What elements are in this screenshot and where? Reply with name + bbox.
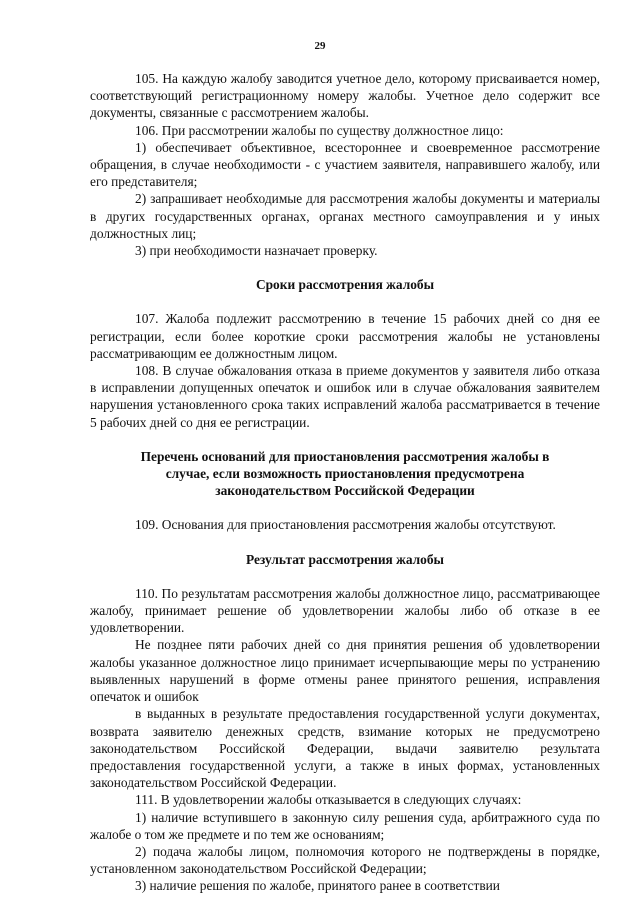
heading-complaint-result: Результат рассмотрения жалобы bbox=[245, 551, 445, 567]
paragraph-110: 110. По результатам рассмотрения жалобы должностное лицо, рассматривающее жалобу, принимает решение об удовлетворении жалобы либо об отказе в ее удовлетворении. bbox=[90, 585, 600, 636]
paragraph-106-item-3: 3) при необходимости назначает проверку. bbox=[135, 243, 378, 259]
paragraph-106-item-1: 1) обеспечивает объективное, всестороннее и своевременное рассмотрение обращения, в случае необходимости - с участием заявителя, направившего жалобу, или его представителя; bbox=[90, 139, 600, 190]
paragraph-109: 109. Основания для приостановления рассмотрения жалобы отсутствуют. bbox=[135, 517, 556, 533]
paragraph-108: 108. В случае обжалования отказа в приеме документов у заявителя либо отказа в исправлении допущенных опечаток и ошибок или в случае обжалования заявителем нарушения установленного срока таких исправлений жалоба рассматривается в течение 5 рабочих дней со дня ее регистрации. bbox=[90, 363, 600, 430]
heading-suspension-grounds: Перечень оснований для приостановления рассмотрения жалобы в случае, если возможность приостановления предусмотрена законодательством Российской Федерации bbox=[140, 448, 550, 499]
paragraph-111-item-3: 3) наличие решения по жалобе, принятого ранее в соответствии bbox=[135, 878, 500, 894]
paragraph-107: 107. Жалоба подлежит рассмотрению в течение 15 рабочих дней со дня ее регистрации, если более короткие сроки рассмотрения жалобы не установлены рассматривающим ее должностным лицом. bbox=[90, 311, 600, 361]
paragraph-106-item-2: 2) запрашивает необходимые для рассмотрения жалобы документы и материалы в других государственных органах, органах местного самоуправления и у иных должностных лиц; bbox=[90, 191, 600, 241]
page-number: 29 bbox=[314, 40, 326, 52]
heading-complaint-terms: Сроки рассмотрения жалобы bbox=[255, 277, 435, 293]
document-body bbox=[90, 70, 600, 895]
paragraph-111-item-2: 2) подача жалобы лицом, полномочия которого не подтверждены в порядке, установленном законодательством Российской Федерации; bbox=[90, 843, 600, 877]
paragraph-105: 105. На каждую жалобу заводится учетное дело, которому присваивается номер, соответствующий регистрационному номеру жалобы. Учетное дело содержит все документы, связанные с рассмотрением жалобы. bbox=[90, 71, 600, 121]
paragraph-106: 106. При рассмотрении жалобы по существу должностное лицо: bbox=[135, 122, 504, 138]
paragraph-110-measures: Не позднее пяти рабочих дней со дня принятия решения об удовлетворении жалобы указанное должностное лицо принимает исчерпывающие меры по устранению выявленных нарушений в форме отмены ранее принятого решения, исправления опечаток и ошибок bbox=[90, 637, 600, 705]
paragraph-111: 111. В удовлетворении жалобы отказывается в следующих случаях: bbox=[135, 792, 522, 808]
paragraph-110-continuation: в выданных в результате предоставления государственной услуги документах, возврата заявителю денежных средств, взимание которых не предусмотрено законодательством Российской Федерации, выдачи заявителю результата предоставления государственной услуги, а также в иных формах, установленных законодательством Российской Федерации. bbox=[90, 706, 600, 791]
paragraph-111-item-1: 1) наличие вступившего в законную силу решения суда, арбитражного суда по жалобе о том же предмете и по тем же основаниям; bbox=[90, 809, 600, 842]
